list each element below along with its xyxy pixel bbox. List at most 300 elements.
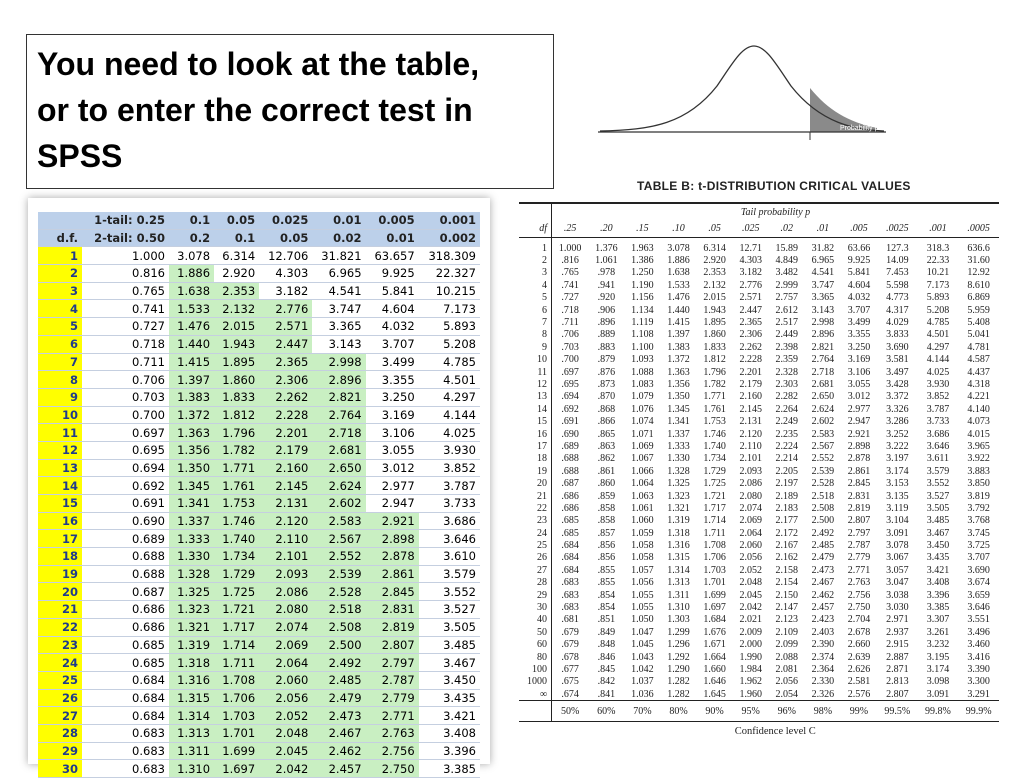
right-table-df-cell: 4: [519, 279, 552, 291]
right-table-cell: 1.990: [739, 651, 762, 663]
left-table-row: [38, 618, 480, 636]
right-table-cell: 1.057: [631, 564, 654, 576]
right-table-cell: 1.372: [667, 354, 690, 366]
right-table-cell: 1.860: [703, 329, 726, 341]
right-table-cell: 2.086: [739, 478, 762, 490]
right-table-cell: 4.773: [886, 292, 909, 304]
right-table-cell: 2.158: [775, 564, 799, 576]
left-table-cell: 2.807: [366, 636, 419, 654]
left-table-cell: 4.297: [419, 388, 480, 406]
left-table-cell: 2.845: [366, 583, 419, 601]
right-table-confidence-cell: 60%: [588, 701, 624, 722]
right-table-cell: 1.058: [631, 540, 654, 552]
right-table-cell: 1.812: [703, 354, 726, 366]
left-table-cell: 318.309: [419, 247, 480, 265]
left-table-cell: 2.624: [312, 477, 365, 495]
left-table-cell: 2.048: [259, 724, 312, 742]
right-table-cell: 2.508: [811, 502, 835, 514]
left-table-cell: 3.787: [419, 477, 480, 495]
right-table-cell: .686: [561, 502, 579, 514]
left-table-row: [38, 495, 480, 513]
right-table-cell: 2.576: [847, 688, 871, 700]
left-table-df-cell: 12: [38, 441, 82, 459]
left-table-row: [38, 724, 480, 742]
left-table-df-cell: 1: [38, 247, 82, 265]
right-table-cell: 3.232: [926, 639, 950, 651]
t-table-left: [38, 212, 480, 778]
right-table-cell: 2.224: [775, 440, 799, 452]
left-table-cell: 2.074: [259, 618, 312, 636]
left-table-cell: 1.356: [169, 441, 214, 459]
left-table-cell: 2.947: [366, 495, 419, 513]
left-table-cell: 1.440: [169, 335, 214, 353]
left-table-cell: 22.327: [419, 265, 480, 283]
right-table-prob-header: .20: [588, 220, 624, 238]
right-table-cell: .683: [561, 577, 579, 589]
right-table-cell: .842: [597, 676, 616, 688]
right-table-cell: 3.965: [967, 440, 990, 452]
left-table-df-cell: 2: [38, 265, 82, 283]
right-table-cell: 1.771: [703, 391, 726, 403]
right-table-confidence-cell: 99.5%: [877, 701, 918, 722]
right-table-cell: 1.761: [703, 403, 726, 415]
right-table-df-cell: 22: [519, 502, 552, 514]
right-table-cell: 3.326: [886, 403, 909, 415]
right-table-cell: 2.678: [847, 626, 871, 638]
left-table-cell: 2.650: [312, 459, 365, 477]
right-table-cell: 1.079: [631, 391, 654, 403]
right-table-cell: 3.485: [926, 515, 950, 527]
right-table-cell: 3.372: [886, 391, 909, 403]
left-table-row: [38, 406, 480, 424]
right-table-cell: .876: [597, 366, 616, 378]
left-table-cell: 2.602: [312, 495, 365, 513]
right-table-cell: 2.064: [739, 527, 762, 539]
left-table-row: [38, 424, 480, 442]
right-table-cell: 2.528: [811, 478, 835, 490]
left-table-cell: 1.796: [214, 424, 259, 442]
right-table-cell: 4.785: [926, 317, 950, 329]
right-table-cell: 1.055: [631, 589, 654, 601]
right-table-cell: 2.626: [847, 663, 871, 675]
right-table-cell: 3.197: [886, 453, 909, 465]
right-table-row: [519, 453, 999, 465]
left-table-cell: 1.476: [169, 318, 214, 336]
right-table-cell: .870: [597, 391, 616, 403]
right-table-cell: 3.747: [811, 279, 835, 291]
left-table-cell: 4.144: [419, 406, 480, 424]
left-table-df-cell: 14: [38, 477, 82, 495]
left-table-header-cell: 0.02: [312, 229, 365, 247]
left-table-cell: 3.169: [366, 406, 419, 424]
right-table-cell: 1.984: [739, 663, 762, 675]
right-table-cell: 2.052: [739, 564, 762, 576]
left-table-cell: 1.708: [214, 671, 259, 689]
right-table-cell: 1.740: [703, 440, 726, 452]
left-table-cell: 3.055: [366, 441, 419, 459]
right-table-cell: 1.318: [667, 527, 690, 539]
left-table-df-cell: 15: [38, 495, 82, 513]
left-table-cell: 1.701: [214, 724, 259, 742]
right-table-cell: 1.083: [631, 378, 654, 390]
left-table-cell: 3.930: [419, 441, 480, 459]
left-table-cell: 6.965: [312, 265, 365, 283]
left-table-cell: 2.228: [259, 406, 312, 424]
left-table-cell: 0.692: [82, 477, 169, 495]
right-table-cell: 4.297: [926, 341, 950, 353]
right-table-cell: .859: [597, 490, 616, 502]
curve-probability-label: Probability p: [840, 125, 879, 132]
right-table-cell: 2.120: [739, 428, 762, 440]
right-table-prob-header: .02: [769, 220, 805, 238]
left-table-cell: 2.132: [214, 300, 259, 318]
right-table-cell: 2.971: [886, 614, 909, 626]
left-table-cell: 1.746: [214, 512, 259, 530]
right-table-df-cell: 1: [519, 238, 552, 255]
left-table-cell: 3.646: [419, 530, 480, 548]
right-table-cell: 1.638: [667, 267, 690, 279]
left-table-cell: 3.421: [419, 707, 480, 725]
right-table-cell: 2.365: [739, 317, 762, 329]
right-table-cell: 2.162: [775, 552, 799, 564]
right-table-cell: 1.671: [703, 639, 726, 651]
left-table-cell: 4.541: [312, 282, 365, 300]
left-table-cell: 0.685: [82, 636, 169, 654]
left-table-cell: 2.583: [312, 512, 365, 530]
left-table-cell: 3.467: [419, 654, 480, 672]
left-table-cell: 3.435: [419, 689, 480, 707]
right-table-row: [519, 329, 999, 341]
right-table-cell: 3.581: [886, 354, 909, 366]
left-table-cell: 1.886: [169, 265, 214, 283]
right-table-cell: 3.047: [886, 577, 909, 589]
left-table-cell: 2.160: [259, 459, 312, 477]
right-table-cell: 4.587: [967, 354, 990, 366]
right-table-cell: 3.261: [926, 626, 950, 638]
right-table-cell: .816: [561, 255, 579, 267]
right-table-confidence-cell: 80%: [660, 701, 696, 722]
right-table-cell: .858: [597, 502, 616, 514]
right-table-cell: 1.047: [631, 626, 654, 638]
left-table-cell: 4.604: [366, 300, 419, 318]
left-table-cell: 0.695: [82, 441, 169, 459]
right-table-df-cell: 20: [519, 477, 552, 489]
left-table-row: [38, 282, 480, 300]
t-distribution-curve-illustration: [592, 36, 892, 156]
right-table-row: [519, 601, 999, 613]
right-table-df-cell: 7: [519, 316, 552, 328]
right-table-cell: .678: [561, 651, 579, 663]
left-table-cell: 0.688: [82, 548, 169, 566]
right-table-cell: 5.841: [847, 267, 871, 279]
left-table-df-cell: 19: [38, 565, 82, 583]
left-table-cell: 3.355: [366, 371, 419, 389]
right-table-cell: 1.066: [631, 465, 654, 477]
heading-line-2: or to enter the correct test in: [37, 92, 473, 128]
left-table-cell: 2.492: [312, 654, 365, 672]
right-table-cell: 2.650: [811, 391, 835, 403]
right-table-cell: .674: [561, 688, 579, 700]
left-table-cell: 10.215: [419, 282, 480, 300]
right-table-cell: 1.119: [631, 317, 654, 329]
right-table-cell: 2.567: [811, 440, 835, 452]
right-table-cell: 2.056: [775, 676, 799, 688]
right-table-row: [519, 304, 999, 316]
right-table-cell: .856: [597, 552, 616, 564]
left-table-cell: 1.833: [214, 388, 259, 406]
right-table-cell: 3.579: [926, 465, 950, 477]
right-table-cell: .711: [561, 317, 579, 329]
right-table-prob-header: .10: [660, 220, 696, 238]
left-table-cell: 3.396: [419, 742, 480, 760]
left-table-cell: 3.505: [419, 618, 480, 636]
right-table-cell: 2.131: [739, 416, 762, 428]
right-table-cell: 2.878: [847, 453, 871, 465]
left-table-cell: 3.747: [312, 300, 365, 318]
right-table-confidence-cell: 99%: [841, 701, 877, 722]
left-table-cell: 1.383: [169, 388, 214, 406]
right-table-cell: 7.173: [926, 279, 950, 291]
left-table-cell: 2.060: [259, 671, 312, 689]
right-table-cell: 1.386: [631, 255, 654, 267]
left-table-cell: 2.779: [366, 689, 419, 707]
right-table-cell: 2.779: [847, 552, 871, 564]
right-table-cell: 2.423: [811, 614, 835, 626]
right-table-cell: 2.473: [811, 564, 835, 576]
left-table-cell: 3.733: [419, 495, 480, 513]
right-table-cell: 3.883: [967, 465, 990, 477]
right-table-row: [519, 378, 999, 390]
left-table-header-row: [38, 229, 480, 247]
left-table-cell: 1.000: [82, 247, 169, 265]
left-table-header-cell: 0.05: [259, 229, 312, 247]
left-table-cell: 1.372: [169, 406, 214, 424]
right-table-cell: 3.435: [926, 552, 950, 564]
right-table-cell: 2.172: [775, 527, 799, 539]
right-table-cell: 2.189: [775, 490, 799, 502]
right-table-row: [519, 415, 999, 427]
right-table-prob-header: .0025: [877, 220, 918, 238]
right-table-cell: 1.063: [631, 490, 654, 502]
right-table-cell: 3.499: [847, 317, 871, 329]
left-table-cell: 1.697: [214, 760, 259, 778]
right-table-cell: .879: [597, 354, 616, 366]
right-table-cell: 3.091: [926, 688, 950, 700]
right-table-cell: 5.959: [967, 304, 990, 316]
right-table-row: [519, 465, 999, 477]
right-table-row: [519, 238, 999, 255]
right-table-df-cell: 30: [519, 601, 552, 613]
left-table-cell: 2.528: [312, 583, 365, 601]
right-table-cell: 1.067: [631, 453, 654, 465]
left-table-cell: 0.697: [82, 424, 169, 442]
textbook-table-title: TABLE B: t-DISTRIBUTION CRITICAL VALUES: [637, 179, 911, 193]
right-table-cell: 3.690: [886, 341, 909, 353]
right-table-cell: 1.397: [667, 329, 690, 341]
right-table-cell: 2.282: [775, 391, 799, 403]
right-table-blank: [519, 722, 552, 741]
right-table-cell: 2.485: [811, 540, 835, 552]
right-table-cell: 2.479: [811, 552, 835, 564]
left-table-cell: 2.179: [259, 441, 312, 459]
right-table-cell: .679: [561, 639, 579, 651]
right-table-cell: 3.055: [847, 378, 871, 390]
left-table-row: [38, 742, 480, 760]
left-table-cell: 0.683: [82, 742, 169, 760]
left-table-cell: 0.683: [82, 760, 169, 778]
right-table-cell: 3.307: [926, 614, 950, 626]
left-table-df-cell: 6: [38, 335, 82, 353]
right-table-cell: 3.482: [775, 267, 799, 279]
left-table-cell: 0.690: [82, 512, 169, 530]
right-table-cell: 2.449: [775, 329, 799, 341]
right-table-cell: 3.169: [847, 354, 871, 366]
left-table-df-cell: 5: [38, 318, 82, 336]
right-table-cell: 3.252: [886, 428, 909, 440]
right-table-cell: 1.315: [667, 552, 690, 564]
left-table-cell: 1.316: [169, 671, 214, 689]
right-table-row: [519, 279, 999, 291]
left-table-df-cell: 30: [38, 760, 82, 778]
right-table-cell: 2.787: [847, 540, 871, 552]
right-table-cell: 2.303: [775, 378, 799, 390]
left-table-cell: 0.684: [82, 671, 169, 689]
right-table-cell: 3.707: [967, 552, 990, 564]
right-table-cell: 1.734: [703, 453, 726, 465]
left-table-cell: 4.785: [419, 353, 480, 371]
right-table-cell: 1.796: [703, 366, 726, 378]
right-table-cell: 3.428: [886, 378, 909, 390]
right-table-cell: 1.729: [703, 465, 726, 477]
right-table-cell: 2.612: [775, 304, 799, 316]
left-table-cell: 1.706: [214, 689, 259, 707]
spreadsheet-t-table: [28, 198, 490, 776]
right-table-cell: 3.416: [967, 651, 990, 663]
right-table-df-cell: 3: [519, 267, 552, 279]
left-table-cell: 0.686: [82, 618, 169, 636]
right-table-cell: .695: [561, 378, 579, 390]
right-table-row: [519, 676, 999, 688]
right-table-cell: .849: [597, 626, 616, 638]
left-table-df-cell: 29: [38, 742, 82, 760]
right-table-cell: .855: [597, 577, 616, 589]
right-table-df-cell: 40: [519, 614, 552, 626]
right-table-cell: .861: [597, 465, 616, 477]
right-table-row: [519, 292, 999, 304]
left-table-cell: 2.052: [259, 707, 312, 725]
right-table-cell: 3.396: [926, 589, 950, 601]
right-table-df-cell: 28: [519, 577, 552, 589]
left-table-header-cell: d.f.: [38, 229, 82, 247]
left-table-df-cell: 9: [38, 388, 82, 406]
right-table-cell: .854: [597, 602, 616, 614]
right-table-cell: .883: [597, 341, 616, 353]
right-table-cell: 1.415: [667, 317, 690, 329]
right-table-cell: 1.476: [667, 292, 690, 304]
right-table-cell: 4.541: [811, 267, 835, 279]
right-table-row: [519, 639, 999, 651]
right-table-cell: 2.205: [775, 465, 799, 477]
tail-probability-label: Tail probability p: [552, 203, 1000, 220]
right-table-cell: 5.598: [886, 279, 909, 291]
right-table-cell: 7.453: [886, 267, 909, 279]
right-table-cell: 2.069: [739, 515, 762, 527]
left-table-cell: 0.684: [82, 689, 169, 707]
left-table-row: [38, 335, 480, 353]
right-table-cell: 1.833: [703, 341, 726, 353]
right-table-cell: 1.156: [631, 292, 654, 304]
right-table-cell: 8.610: [967, 279, 990, 291]
left-table-cell: 2.120: [259, 512, 312, 530]
left-table-cell: 1.310: [169, 760, 214, 778]
right-table-cell: 1.350: [667, 391, 690, 403]
right-table-cell: 1.725: [703, 478, 726, 490]
left-table-cell: 1.350: [169, 459, 214, 477]
right-table-cell: 2.021: [739, 614, 762, 626]
left-table-cell: 1.321: [169, 618, 214, 636]
right-table-cell: 3.852: [926, 391, 950, 403]
left-table-cell: 2.473: [312, 707, 365, 725]
right-table-cell: 3.725: [967, 540, 990, 552]
right-table-cell: 3.611: [926, 453, 950, 465]
right-table-cell: 2.660: [847, 639, 871, 651]
left-table-cell: 2.093: [259, 565, 312, 583]
right-table-cell: .889: [597, 329, 616, 341]
left-table-cell: 1.714: [214, 636, 259, 654]
left-table-header-cell: [38, 212, 82, 229]
left-table-row: [38, 636, 480, 654]
left-table-row: [38, 583, 480, 601]
right-table-cell: 3.646: [967, 602, 990, 614]
right-table-cell: 1.299: [667, 626, 690, 638]
right-table-cell: 1.069: [631, 440, 654, 452]
right-table-df-cell: 23: [519, 515, 552, 527]
right-table-cell: .684: [561, 552, 579, 564]
left-table-cell: 3.182: [259, 282, 312, 300]
right-table-cell: 1.746: [703, 428, 726, 440]
right-table-cell: 2.009: [739, 626, 762, 638]
right-table-prob-header: .0005: [958, 220, 999, 238]
right-table-cell: .841: [597, 688, 616, 700]
left-table-cell: 2.797: [366, 654, 419, 672]
right-table-row: [519, 477, 999, 489]
left-table-df-cell: 7: [38, 353, 82, 371]
right-table-df-cell: 60: [519, 639, 552, 651]
right-table-cell: 2.093: [739, 465, 762, 477]
left-table-df-cell: 16: [38, 512, 82, 530]
heading: [37, 41, 479, 179]
right-table-cell: 2.150: [775, 589, 799, 601]
right-table-cell: 2.462: [811, 589, 835, 601]
right-table-cell: 1.076: [631, 403, 654, 415]
right-table-row: [519, 267, 999, 279]
left-table-cell: 1.771: [214, 459, 259, 477]
right-table-cell: 2.681: [811, 378, 835, 390]
left-table-cell: 0.685: [82, 654, 169, 672]
right-table-cell: .681: [561, 614, 579, 626]
right-table-cell: 2.998: [811, 317, 835, 329]
left-table-header-cell: 1-tail: 0.25: [82, 212, 169, 229]
right-table-cell: .978: [597, 267, 616, 279]
right-table-df-cell: 6: [519, 304, 552, 316]
left-table-cell: 2.201: [259, 424, 312, 442]
right-table-cell: 2.898: [847, 440, 871, 452]
right-table-cell: 1.341: [667, 416, 690, 428]
left-table-cell: 1.638: [169, 282, 214, 300]
right-table-cell: 1.660: [703, 663, 726, 675]
left-table-df-cell: 13: [38, 459, 82, 477]
left-table-cell: 0.700: [82, 406, 169, 424]
